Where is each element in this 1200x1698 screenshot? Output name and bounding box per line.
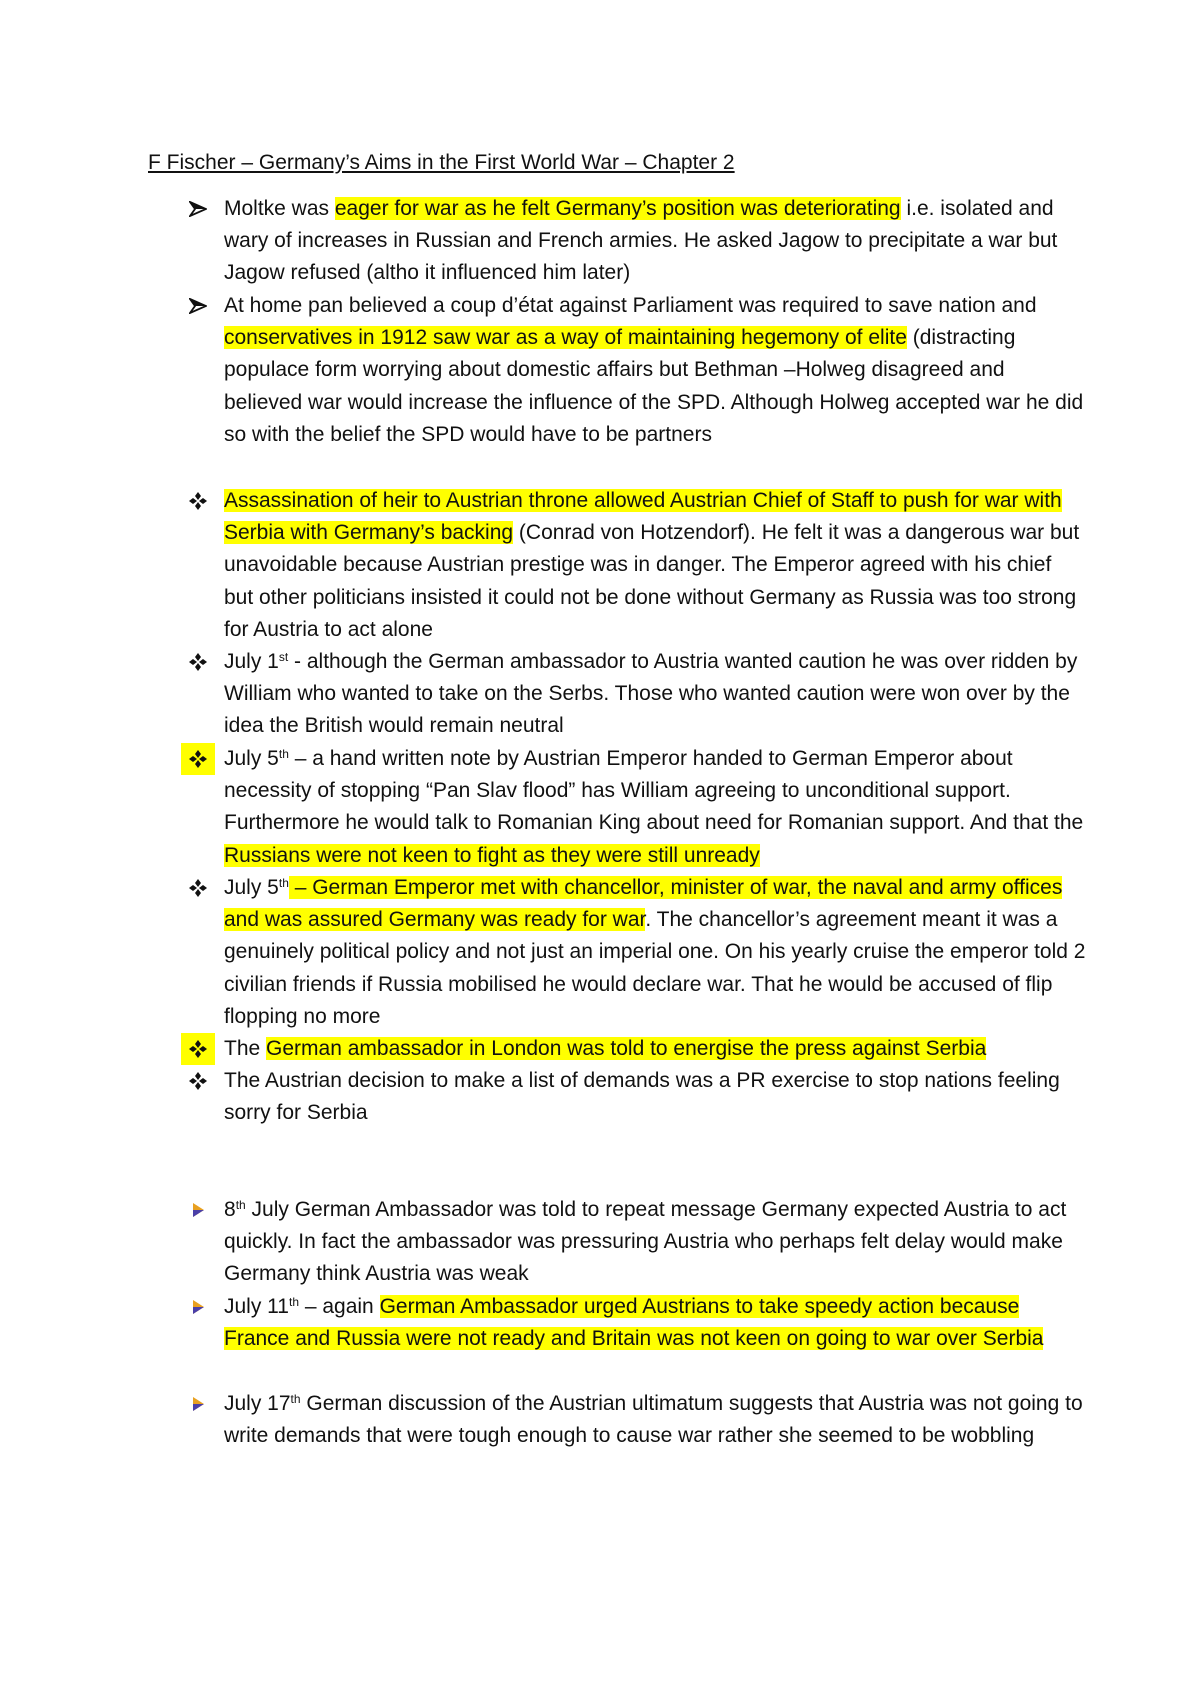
- list-item: July 17th German discussion of the Austrian ultimatum suggests that Austria was not going to write demands that were tough enough to cause war rather she seemed to be wobbling: [224, 1388, 1086, 1452]
- triangle-bullet-icon: [181, 1291, 215, 1323]
- four-diamond-bullet-icon: [181, 485, 215, 517]
- highlight: German ambassador in London was told to energise the press against Serbia: [266, 1037, 987, 1060]
- list-item: 8th July German Ambassador was told to repeat message Germany expected Austria to act quickly. In fact the ambassador was pressuring Austria who perhaps felt delay would make Germany think Austria was weak: [224, 1194, 1086, 1291]
- highlight: Assassination of heir to Austrian throne allowed Austrian Chief of Staff to push for war with Serbia with Germany’s backing: [224, 489, 1062, 545]
- triangle-bullet-icon: [181, 1388, 215, 1420]
- list-item: July 5th – a hand written note by Austrian Emperor handed to German Emperor about necessity of stopping “Pan Slav flood” has William agreeing to unconditional support. Furthermore he would talk to Romanian King about need for Romanian support. And that the Russians were not keen to fight as they were still unready: [224, 743, 1086, 872]
- list-item: At home pan believed a coup d’état against Parliament was required to save nation and conservatives in 1912 saw war as a way of maintaining hegemony of elite (distracting populace form worrying about domestic affairs but Bethman –Holweg disagreed and believed war would increase the influence of the SPD. Although Holweg accepted war he did so with the belief the SPD would have to be partners: [224, 290, 1086, 451]
- four-diamond-bullet-icon: [181, 1033, 215, 1065]
- highlight: eager for war as he felt Germany’s position was deteriorating: [334, 197, 901, 220]
- list-item: July 1st - although the German ambassador to Austria wanted caution he was over ridden by William who wanted to take on the Serbs. Those who wanted caution were won over by the idea the British would remain neutral: [224, 646, 1086, 743]
- list-item: The Austrian decision to make a list of demands was a PR exercise to stop nations feeling sorry for Serbia: [224, 1065, 1086, 1129]
- four-diamond-bullet-icon: [181, 743, 215, 775]
- list-item: July 5th – German Emperor met with chancellor, minister of war, the naval and army offices and was assured Germany was ready for war. The chancellor’s agreement meant it was a genuinely political policy and not just an imperial one. On his yearly cruise the emperor told 2 civilian friends if Russia mobilised he would declare war. That he would be accused of flip flopping no more: [224, 872, 1086, 1033]
- list-item: Moltke was eager for war as he felt Germany’s position was deteriorating i.e. isolated and wary of increases in Russian and French armies. He asked Jagow to precipitate a war but Jagow refused (altho it influenced him later): [224, 193, 1086, 290]
- highlight: – German Emperor met with chancellor, minister of war, the naval and army offices and was assured Germany was ready for war: [224, 876, 1063, 932]
- four-diamond-bullet-icon: [181, 1065, 215, 1097]
- four-diamond-bullet-icon: [181, 872, 215, 904]
- highlight: Russians were not keen to fight as they were still unready: [224, 843, 760, 867]
- highlight: German Ambassador urged Austrians to take speedy action because France and Russia were not ready and Britain was not keen on going to war over Serbia: [224, 1295, 1044, 1351]
- four-diamond-bullet-icon: [181, 646, 215, 678]
- triangle-bullet-icon: [181, 1194, 215, 1226]
- arrow-bullet-icon: [181, 193, 215, 225]
- highlight: conservatives in 1912 saw war as a way of maintaining hegemony of elite: [224, 326, 907, 350]
- arrow-bullet-icon: [181, 290, 215, 322]
- list-item: The German ambassador in London was told to energise the press against Serbia: [224, 1033, 1086, 1065]
- list-item: Assassination of heir to Austrian throne allowed Austrian Chief of Staff to push for war with Serbia with Germany’s backing (Conrad von Hotzendorf). He felt it was a dangerous war but unavoidable because Austrian prestige was in danger. The Emperor agreed with his chief but other politicians insisted it could not be done without Germany as Russia was too strong for Austria to act alone: [224, 485, 1086, 646]
- document-title: F Fischer – Germany’s Aims in the First World War – Chapter 2: [148, 151, 735, 174]
- list-item: July 11th – again German Ambassador urged Austrians to take speedy action because France and Russia were not ready and Britain was not keen on going to war over Serbia: [224, 1291, 1086, 1355]
